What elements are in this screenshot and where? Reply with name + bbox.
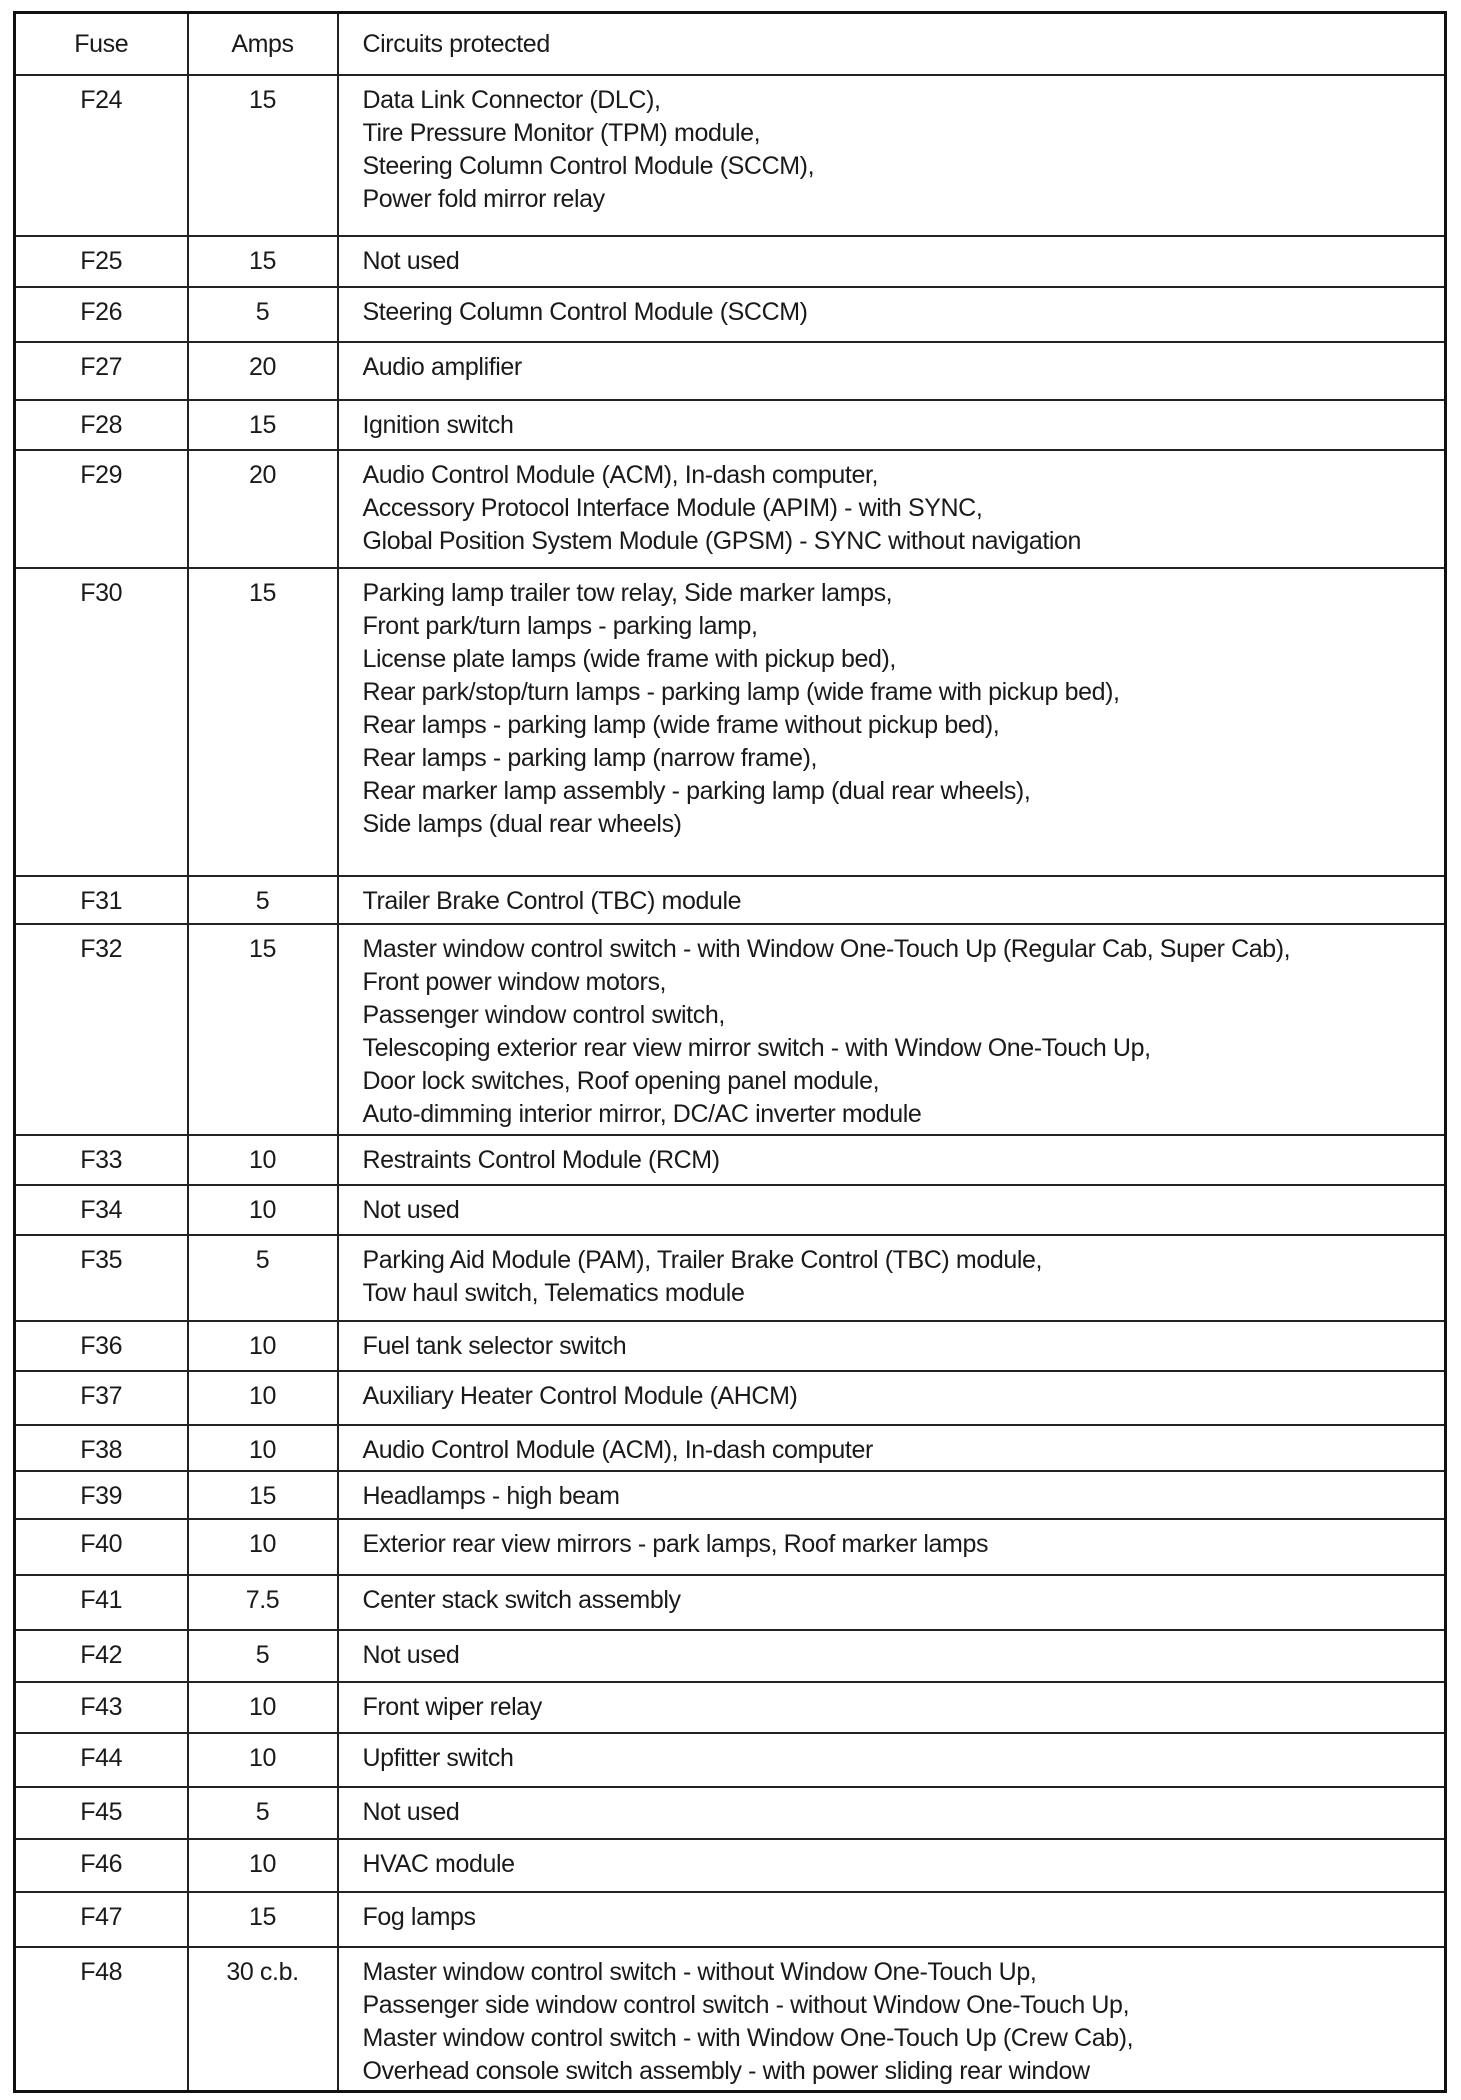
amps-cell: 20 bbox=[188, 450, 338, 568]
amps-cell: 10 bbox=[188, 1185, 338, 1235]
amps-cell: 7.5 bbox=[188, 1575, 338, 1630]
amps-cell: 10 bbox=[188, 1733, 338, 1787]
header-fuse: Fuse bbox=[15, 13, 188, 76]
amps-cell: 10 bbox=[188, 1682, 338, 1733]
fuse-cell: F40 bbox=[15, 1519, 188, 1575]
amps-cell: 10 bbox=[188, 1321, 338, 1372]
fuse-cell: F24 bbox=[15, 75, 188, 236]
amps-cell: 20 bbox=[188, 342, 338, 400]
circuits-cell: Headlamps - high beam bbox=[338, 1471, 1446, 1520]
fuse-cell: F35 bbox=[15, 1235, 188, 1321]
circuits-cell: Data Link Connector (DLC), Tire Pressure Monitor (TPM) module, Steering Column Control Module (SCCM), Power fold mirror relay bbox=[338, 75, 1446, 236]
circuits-cell: Audio amplifier bbox=[338, 342, 1446, 400]
table-row bbox=[15, 1135, 1446, 1185]
amps-cell: 10 bbox=[188, 1371, 338, 1425]
circuits-cell: HVAC module bbox=[338, 1839, 1446, 1892]
amps-cell: 15 bbox=[188, 568, 338, 876]
table-row bbox=[15, 1321, 1446, 1372]
table-row bbox=[15, 1575, 1446, 1630]
fuse-cell: F25 bbox=[15, 236, 188, 287]
fuse-cell: F38 bbox=[15, 1425, 188, 1471]
fuse-cell: F45 bbox=[15, 1787, 188, 1840]
table-row bbox=[15, 1733, 1446, 1787]
amps-cell: 5 bbox=[188, 1787, 338, 1840]
table-row bbox=[15, 1185, 1446, 1235]
circuits-cell: Audio Control Module (ACM), In-dash computer bbox=[338, 1425, 1446, 1471]
table-row bbox=[15, 1630, 1446, 1683]
fuse-cell: F33 bbox=[15, 1135, 188, 1185]
circuits-cell: Audio Control Module (ACM), In-dash computer, Accessory Protocol Interface Module (APIM) - with SYNC, Global Position System Module (GPSM) - SYNC without navigation bbox=[338, 450, 1446, 568]
amps-cell: 15 bbox=[188, 924, 338, 1135]
circuits-cell: Trailer Brake Control (TBC) module bbox=[338, 876, 1446, 925]
table-row bbox=[15, 450, 1446, 568]
circuits-cell: Not used bbox=[338, 1787, 1446, 1840]
table-row bbox=[15, 287, 1446, 342]
table-row bbox=[15, 1371, 1446, 1425]
circuits-cell: Restraints Control Module (RCM) bbox=[338, 1135, 1446, 1185]
table-row bbox=[15, 342, 1446, 400]
circuits-cell: Auxiliary Heater Control Module (AHCM) bbox=[338, 1371, 1446, 1425]
table-row bbox=[15, 75, 1446, 236]
table-row bbox=[15, 1682, 1446, 1733]
amps-cell: 15 bbox=[188, 1892, 338, 1947]
table-row bbox=[15, 1235, 1446, 1321]
table-row bbox=[15, 924, 1446, 1135]
fuse-cell: F47 bbox=[15, 1892, 188, 1947]
fuse-cell: F34 bbox=[15, 1185, 188, 1235]
amps-cell: 30 c.b. bbox=[188, 1947, 338, 2092]
circuits-cell: Parking lamp trailer tow relay, Side marker lamps, Front park/turn lamps - parking lamp, License plate lamps (wide frame with pickup bed), Rear park/stop/turn lamps - parking lamp (wide frame with pickup bed), Rear lamps - parking lamp (wide frame without pickup bed), Rear lamps - parking lamp (narrow frame), Rear marker lamp assembly - parking lamp (dual rear wheels), Side lamps (dual rear wheels) bbox=[338, 568, 1446, 876]
table-header-row bbox=[15, 13, 1446, 76]
circuits-cell: Upfitter switch bbox=[338, 1733, 1446, 1787]
circuits-cell: Exterior rear view mirrors - park lamps, Roof marker lamps bbox=[338, 1519, 1446, 1575]
amps-cell: 10 bbox=[188, 1519, 338, 1575]
amps-cell: 15 bbox=[188, 236, 338, 287]
fuse-cell: F46 bbox=[15, 1839, 188, 1892]
circuits-cell: Not used bbox=[338, 1630, 1446, 1683]
table-row bbox=[15, 1839, 1446, 1892]
table-row bbox=[15, 1787, 1446, 1840]
amps-cell: 5 bbox=[188, 1630, 338, 1683]
fuse-cell: F44 bbox=[15, 1733, 188, 1787]
circuits-cell: Master window control switch - with Window One-Touch Up (Regular Cab, Super Cab), Front power window motors, Passenger window control switch, Telescoping exterior rear view mirror switch - with Window One-Touch Up, Door lock switches, Roof opening panel module, Auto-dimming interior mirror, DC/AC inverter module bbox=[338, 924, 1446, 1135]
table-row bbox=[15, 876, 1446, 925]
fuse-cell: F27 bbox=[15, 342, 188, 400]
circuits-cell: Fog lamps bbox=[338, 1892, 1446, 1947]
amps-cell: 5 bbox=[188, 1235, 338, 1321]
fuse-cell: F30 bbox=[15, 568, 188, 876]
fuse-cell: F29 bbox=[15, 450, 188, 568]
circuits-cell: Parking Aid Module (PAM), Trailer Brake Control (TBC) module, Tow haul switch, Telematics module bbox=[338, 1235, 1446, 1321]
fuse-cell: F31 bbox=[15, 876, 188, 925]
circuits-cell: Front wiper relay bbox=[338, 1682, 1446, 1733]
amps-cell: 10 bbox=[188, 1839, 338, 1892]
table-row bbox=[15, 1947, 1446, 2092]
fuse-cell: F48 bbox=[15, 1947, 188, 2092]
fuse-cell: F43 bbox=[15, 1682, 188, 1733]
circuits-cell: Fuel tank selector switch bbox=[338, 1321, 1446, 1372]
circuits-cell: Not used bbox=[338, 236, 1446, 287]
circuits-cell: Ignition switch bbox=[338, 400, 1446, 451]
fuse-cell: F37 bbox=[15, 1371, 188, 1425]
table-row bbox=[15, 568, 1446, 876]
fuse-cell: F36 bbox=[15, 1321, 188, 1372]
fuse-cell: F26 bbox=[15, 287, 188, 342]
circuits-cell: Center stack switch assembly bbox=[338, 1575, 1446, 1630]
fuse-cell: F39 bbox=[15, 1471, 188, 1520]
header-amps: Amps bbox=[188, 13, 338, 76]
circuits-cell: Master window control switch - without Window One-Touch Up, Passenger side window control switch - without Window One-Touch Up, Master window control switch - with Window One-Touch Up (Crew Cab), Overhead console switch assembly - with power sliding rear window bbox=[338, 1947, 1446, 2092]
fuse-cell: F32 bbox=[15, 924, 188, 1135]
fuse-cell: F41 bbox=[15, 1575, 188, 1630]
table-row bbox=[15, 1892, 1446, 1947]
fuse-cell: F28 bbox=[15, 400, 188, 451]
circuits-cell: Not used bbox=[338, 1185, 1446, 1235]
circuits-cell: Steering Column Control Module (SCCM) bbox=[338, 287, 1446, 342]
table-row bbox=[15, 236, 1446, 287]
table-row bbox=[15, 1471, 1446, 1520]
header-circuits: Circuits protected bbox=[338, 13, 1446, 76]
fuse-table bbox=[13, 11, 1447, 2093]
fuse-cell: F42 bbox=[15, 1630, 188, 1683]
amps-cell: 15 bbox=[188, 75, 338, 236]
table-row bbox=[15, 1425, 1446, 1471]
amps-cell: 5 bbox=[188, 287, 338, 342]
amps-cell: 15 bbox=[188, 400, 338, 451]
table-row bbox=[15, 1519, 1446, 1575]
amps-cell: 5 bbox=[188, 876, 338, 925]
amps-cell: 10 bbox=[188, 1425, 338, 1471]
table-row bbox=[15, 400, 1446, 451]
amps-cell: 15 bbox=[188, 1471, 338, 1520]
amps-cell: 10 bbox=[188, 1135, 338, 1185]
